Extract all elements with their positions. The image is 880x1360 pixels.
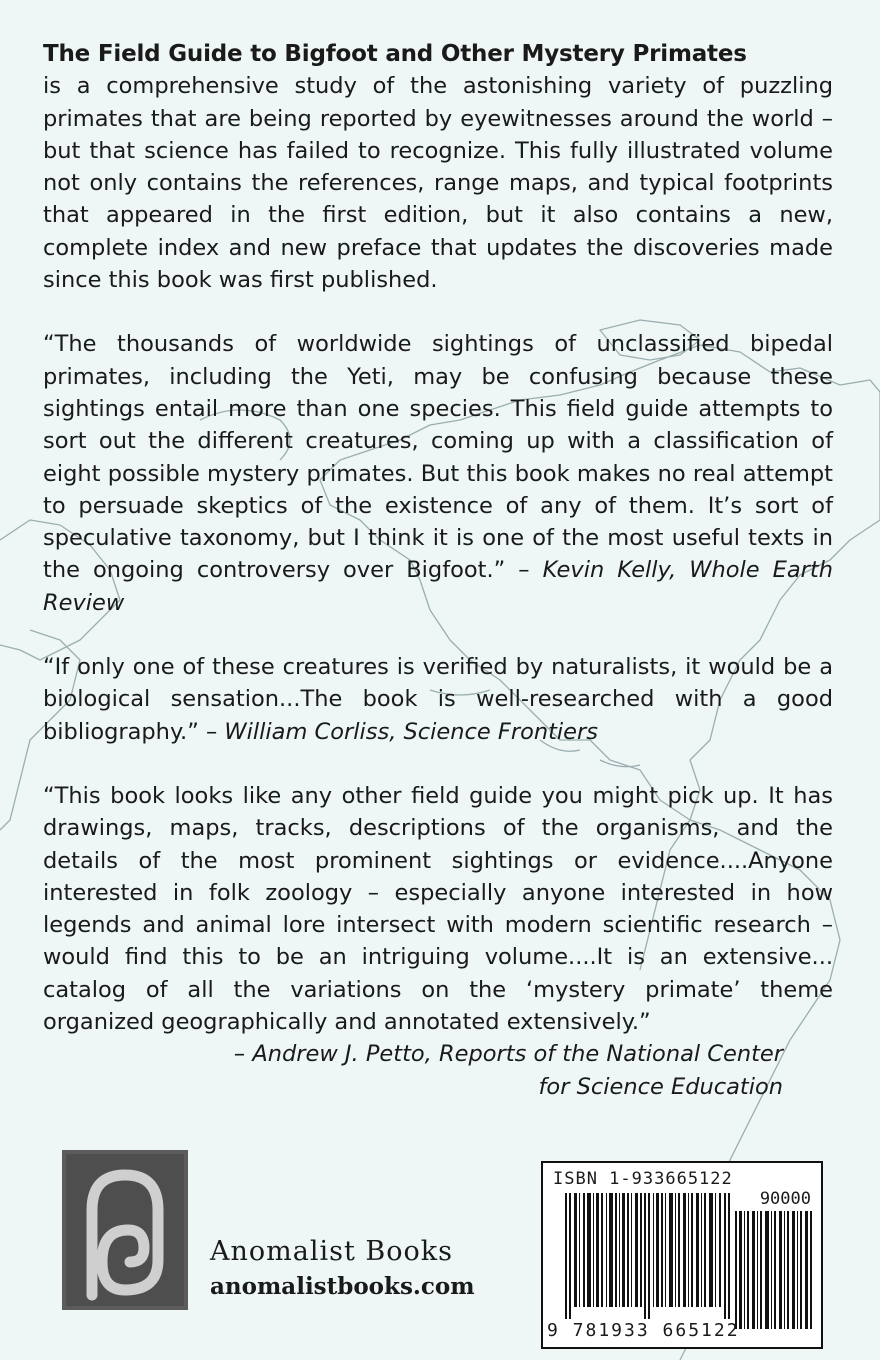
spiral-logo-icon	[62, 1150, 188, 1310]
review-corliss	[43, 651, 833, 748]
isbn-label: ISBN 1-933665122	[553, 1169, 733, 1189]
review-quote: “This book looks like any other field guide you might pick up. It has drawings, maps, tracks, descriptions of the organisms, and the details of the most prominent sightings or evidence....Anyone interested in folk zoology – especially anyone interested in how legends and animal lore intersect with modern scientific research – would find this to be an intriguing volume....It is an extensive... catalog of all the variations on the ‘mystery primate’ theme organized geographically and annotated extensively.”	[43, 782, 833, 1036]
back-cover-text	[43, 38, 833, 1103]
attribution-line-2: for Science Education	[538, 1073, 783, 1100]
book-title: The Field Guide to Bigfoot and Other Mystery Primates	[43, 41, 747, 67]
review-kelly	[43, 328, 833, 619]
book-description	[43, 38, 833, 296]
ean-barcode-bars	[565, 1193, 730, 1319]
review-quote: “If only one of these creatures is verified by naturalists, it would be a biological sensation...The book is well-researched with a good bibliography.” –	[43, 654, 833, 745]
description-text: is a comprehensive study of the astonishing variety of puzzling primates that are being reported by eyewitnesses around the world – but that science has failed to recognize. This fully illustrated volume not only contains the references, range maps, and typical footprints that appeared in the first edition, but it also contains a new, complete index and new preface that updates the discoveries made since this book was first published.	[43, 73, 833, 294]
review-attribution: William Corliss, Science Frontiers	[224, 718, 598, 745]
review-petto	[43, 780, 833, 1038]
price-code: 90000	[759, 1189, 811, 1209]
price-addon-bars	[735, 1211, 815, 1329]
publisher-name: Anomalist Books	[210, 1236, 453, 1267]
attribution-line-1: – Andrew J. Petto, Reports of the National Center	[233, 1041, 783, 1068]
review-quote: “The thousands of worldwide sightings of unclassified bipedal primates, including the Yeti, may be confusing because these sightings entail more than one species. This field guide attempts to sort out the different creatures, coming up with a classification of eight possible mystery primates. But this book makes no real attempt to persuade skeptics of the existence of any of them. It’s sort of speculative taxonomy, but I think it is one of the most useful texts in the ongoing controversy over Bigfoot.” –	[43, 331, 833, 584]
publisher-website[interactable]: anomalistbooks.com	[210, 1273, 475, 1300]
review-attribution: Kevin Kelly, Whole Earth Review	[43, 557, 833, 616]
ean-digits: 9 781933 665122	[547, 1320, 740, 1341]
review-attribution-petto	[43, 1038, 833, 1103]
isbn-barcode	[541, 1161, 823, 1349]
publisher-info	[210, 1236, 475, 1300]
